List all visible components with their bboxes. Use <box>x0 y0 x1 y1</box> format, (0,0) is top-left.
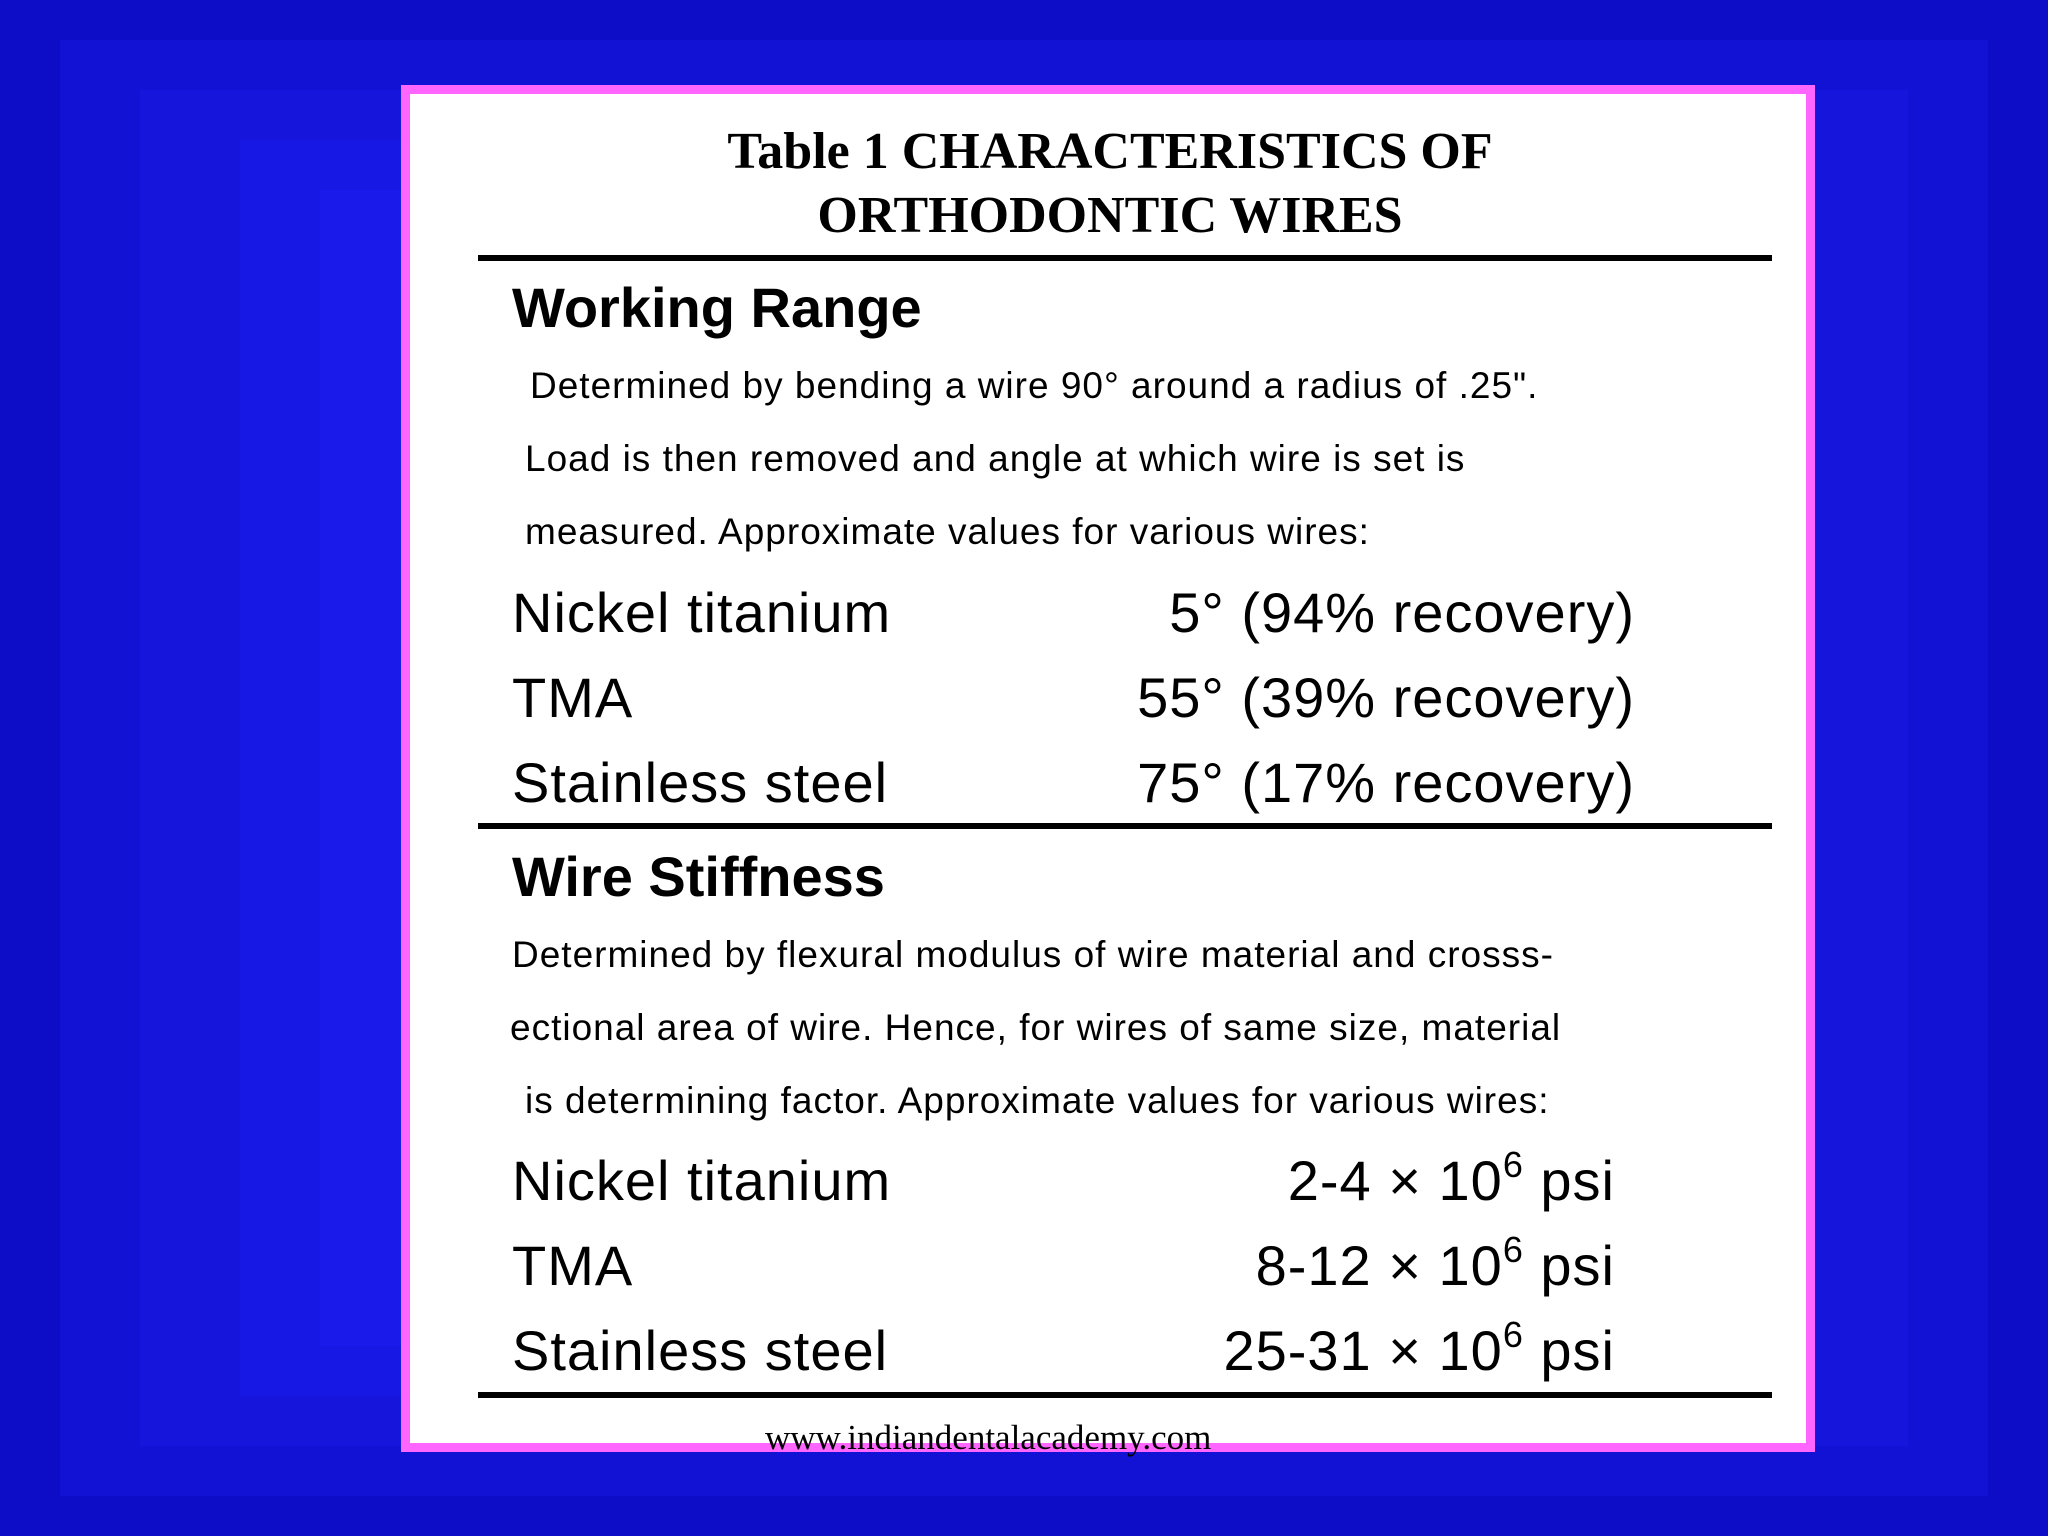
working-range-description-line: Determined by bending a wire 90° around a radius of .25". <box>530 365 1539 406</box>
working-range-row-label: TMA <box>512 666 634 729</box>
stiffness-value-text: 25-31 × 10 <box>1223 1319 1503 1382</box>
title-line-1: Table 1 CHARACTERISTICS OF <box>727 123 1493 180</box>
wire-stiffness-row-label: Stainless steel <box>512 1319 889 1382</box>
working-range-description-line: measured. Approximate values for various wires: <box>525 511 1370 552</box>
wire-stiffness-description-line: Determined by flexural modulus of wire material and crosss- <box>512 934 1554 975</box>
wire-stiffness-description-line: is determining factor. Approximate values for various wires: <box>525 1080 1550 1121</box>
title-line-2: ORTHODONTIC WIRES <box>817 187 1403 244</box>
top-rule <box>478 255 1772 261</box>
stiffness-unit: psi <box>1523 1319 1615 1382</box>
working-range-heading: Working Range <box>512 276 922 339</box>
table-title <box>600 120 1620 248</box>
footer-url[interactable]: www.indiandentalacademy.com <box>765 1418 1212 1457</box>
stiffness-value-text: 8-12 × 10 <box>1255 1234 1503 1297</box>
wire-stiffness-row-label: Nickel titanium <box>512 1149 892 1212</box>
wire-stiffness-row-value <box>915 1314 1615 1382</box>
wire-stiffness-heading: Wire Stiffness <box>512 845 885 908</box>
section-divider-rule <box>478 823 1772 829</box>
wire-stiffness-row-label: TMA <box>512 1234 634 1297</box>
stiffness-exponent: 6 <box>1502 1314 1524 1355</box>
working-range-row-label: Stainless steel <box>512 751 889 814</box>
working-range-row-value: 55° (39% recovery) <box>1137 666 1635 729</box>
working-range-row-value: 5° (94% recovery) <box>1169 581 1635 644</box>
working-range-row-value: 75° (17% recovery) <box>1137 751 1635 814</box>
bottom-rule <box>478 1392 1772 1398</box>
wire-stiffness-row-value <box>915 1144 1615 1212</box>
stiffness-value-text: 2-4 × 10 <box>1287 1149 1503 1212</box>
working-range-row-label: Nickel titanium <box>512 581 892 644</box>
wire-stiffness-row-value <box>915 1229 1615 1297</box>
stiffness-unit: psi <box>1523 1234 1615 1297</box>
wire-stiffness-description-line: ectional area of wire. Hence, for wires of same size, material <box>510 1007 1562 1048</box>
working-range-description-line: Load is then removed and angle at which wire is set is <box>525 438 1466 479</box>
stiffness-exponent: 6 <box>1502 1144 1524 1185</box>
stiffness-exponent: 6 <box>1502 1229 1524 1270</box>
stiffness-unit: psi <box>1523 1149 1615 1212</box>
